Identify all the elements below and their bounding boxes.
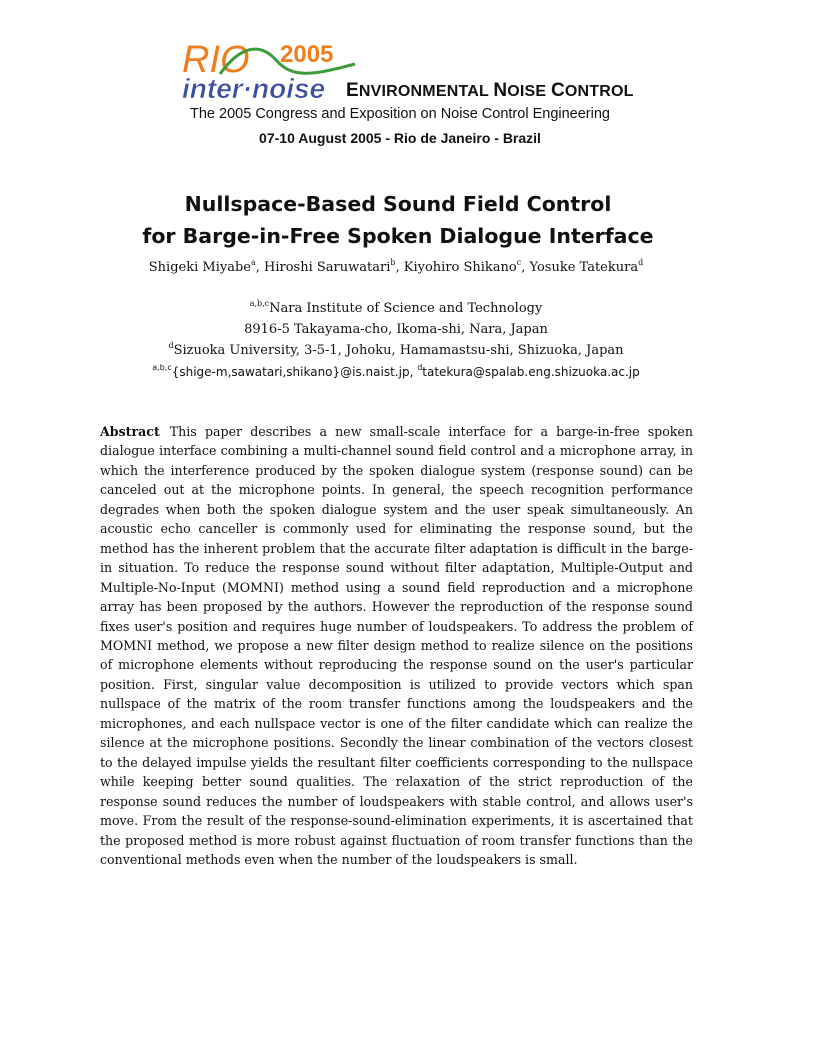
author-name: , Kiyohiro Shikano	[395, 260, 517, 275]
abstract-label: Abstract	[100, 424, 160, 439]
abstract-text: This paper describes a new small-scale interface for a barge-in-free spoken dialogue interface combining a multi-channel sound field control and a microphone array, in which the interference produced by the spoken dialogue system (response sound) can be canceled out at the microphone points. In general, the speech recognition performance degrades when both the spoken dialogue system and the user speak simultaneously. An acoustic echo canceller is commonly used for eliminating the response sound, but the method has the inherent problem that the accurate filter adaptation is difficult in the barge-in situation. To reduce the response sound without filter adaptation, Multiple-Output and Multiple-No-Input (MOMNI) method using a sound field reproduction and a microphone array has been proposed by the authors. However the reproduction of the response sound fixes user's position and requires huge number of loudspeakers. To address the problem of MOMNI method, we propose a new filter design method to realize silence on the positions of microphone elements without reproducing the response sound on the user's particular position. First, singular value decomposition is utilized to provide vectors which span nullspace of the matrix of the room transfer functions among the loudspeakers and the microphones, and each nullspace vector is one of the filter candidate which can realize the silence at the microphone positions. Secondly the linear combination of the vectors closest to the delayed impulse yields the resultant filter coefficients corresponding to the nullspace while keeping better sound qualities. The relaxation of the strict reproduction of the response sound reduces the number of loudspeakers with stable control, and allows user's move. From the result of the response-sound-elimination experiments, it is ascertained that the proposed method is more robust against fluctuation of room transfer functions than the conventional methods even when the number of the loudspeakers is small.	[100, 424, 693, 867]
email-naist: {shige-m,sawatari,shikano}@is.naist.jp,	[171, 365, 418, 379]
email-shizuoka: tatekura@spalab.eng.shizuoka.ac.jp	[422, 365, 640, 379]
conference-date: 07-10 August 2005 - Rio de Janeiro - Brazil	[259, 130, 541, 146]
paper-title-line-2: for Barge-in-Free Spoken Dialogue Interface	[142, 224, 654, 248]
author-name: Shigeki Miyabe	[148, 260, 251, 275]
affiliation-1-address: 8916-5 Takayama-cho, Ikoma-shi, Nara, Japan	[244, 322, 548, 337]
affiliation-2: $^d$Sizuoka University, 3-5-1, Johoku, Hamamastsu-shi, Shizuoka, Japan	[168, 341, 624, 358]
conference-logo	[180, 36, 360, 104]
author-name: , Yosuke Tatekura	[521, 260, 639, 275]
abstract	[100, 422, 693, 869]
logo-year-text: 2005	[280, 41, 334, 68]
author-emails: $^{a,b,c}${shige-m,sawatari,shikano}@is.naist.jp, $^d$tatekura@spalab.eng.shizuoka.ac.jp	[152, 363, 640, 379]
paper-title-line-1: Nullspace-Based Sound Field Control	[184, 192, 612, 216]
conference-subtitle: The 2005 Congress and Exposition on Noise Control Engineering	[190, 106, 610, 122]
paper-title	[0, 188, 816, 252]
logo-brand-text: inter·noise	[182, 73, 326, 104]
author-list: Shigeki Miyabe$^a$, Hiroshi Saruwatari$^b$, Kiyohiro Shikano$^c$, Yosuke Tatekura$^d$	[148, 258, 644, 275]
affiliations	[0, 298, 816, 361]
conference-name: ENVIRONMENTAL NOISE CONTROL	[346, 80, 634, 101]
affiliation-1: $^{a,b,c}$Nara Institute of Science and Technology	[249, 299, 543, 316]
logo-rio-text: RIO	[182, 39, 250, 81]
author-name: , Hiroshi Saruwatari	[255, 260, 391, 275]
